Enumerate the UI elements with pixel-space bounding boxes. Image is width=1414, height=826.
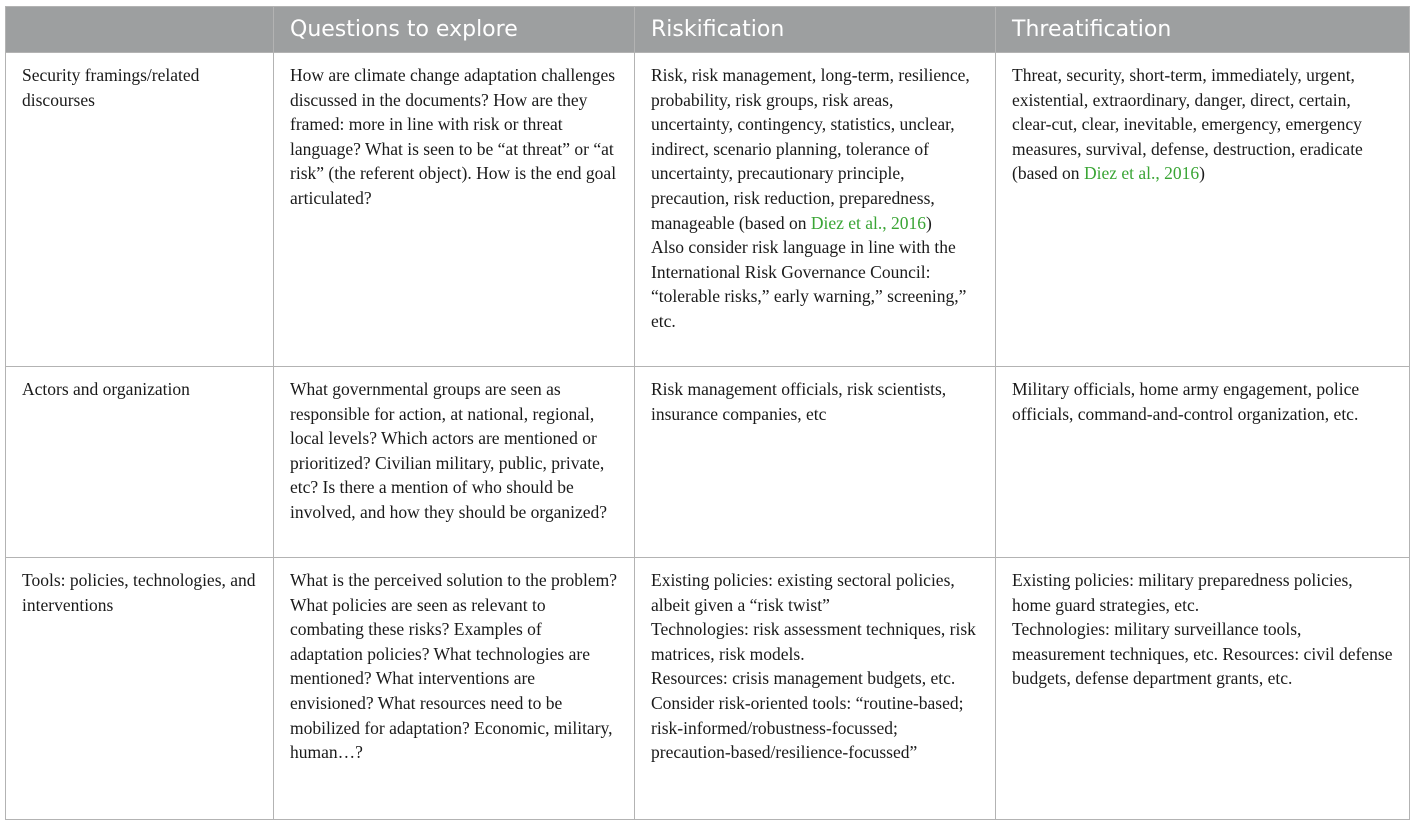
cell-text: ) (926, 212, 932, 233)
threatification-cell (996, 558, 1410, 820)
questions-cell: What is the perceived solution to the problem? What policies are seen as relevant to combating these risks? Examples of adaptation policies? What technologies are mentioned? What interventions are envisioned? What resources need to be mobilized for adaptation? Economic, military, human…? (274, 558, 635, 820)
cell-line: Consider risk-oriented tools: “routine-based; risk-informed/robustness-focussed; (651, 692, 964, 738)
cell-line: Technologies: military surveillance tools, measurement techniques, etc. Resources: civil defense budgets, defense department grants, etc. (1012, 619, 1393, 689)
header-threatification: Threatification (996, 7, 1410, 53)
citation-link[interactable]: Diez et al., 2016 (1083, 163, 1200, 184)
table-row (6, 53, 1410, 367)
cell-line: precaution-based/resilience-focussed” (651, 742, 918, 763)
questions-cell: What governmental groups are seen as responsible for action, at national, regional, local levels? Which actors are mentioned or prioritized? Civilian military, public, private, etc? Is there a mention of who should be involved, and how they should be organized? (274, 367, 635, 558)
header-questions: Questions to explore (274, 7, 635, 53)
row-label: Actors and organization (6, 367, 274, 558)
threatification-cell: Military officials, home army engagement, police officials, command-and-control organization, etc. (996, 367, 1410, 558)
cell-line: Existing policies: existing sectoral policies, albeit given a “risk twist” (651, 570, 955, 615)
row-label: Tools: policies, technologies, and interventions (6, 558, 274, 820)
cell-line: Resources: crisis management budgets, etc. (651, 668, 956, 689)
row-label: Security framings/related discourses (6, 53, 274, 367)
table-row (6, 367, 1410, 558)
riskification-cell (635, 53, 996, 367)
cell-text: Risk, risk management, long-term, resilience, probability, risk groups, risk areas, uncertainty, contingency, statistics, unclear, indirect, scenario planning, tolerance of uncertainty, precautionary principle, precaution, risk reduction, preparedness, manageable (based on (651, 65, 970, 233)
header-riskification: Riskification (635, 7, 996, 53)
cell-text: ) (1199, 163, 1205, 184)
framework-table (5, 6, 1410, 820)
table-row (6, 558, 1410, 820)
cell-text: Threat, security, short-term, immediately, urgent, existential, extraordinary, danger, direct, certain, clear-cut, clear, inevitable, emergency, emergency measures, survival, defense, destruction, eradicate (based on (1012, 65, 1363, 184)
cell-text: Also consider risk language in line with the International Risk Governance Council: “tolerable risks,” early warning,” screening,” etc. (651, 237, 967, 331)
riskification-cell (635, 558, 996, 820)
header-row (6, 7, 1410, 53)
threatification-cell (996, 53, 1410, 367)
citation-link[interactable]: Diez et al., 2016 (810, 212, 927, 233)
header-empty (6, 7, 274, 53)
cell-line: Technologies: risk assessment techniques, risk matrices, risk models. (651, 619, 976, 664)
riskification-cell: Risk management officials, risk scientists, insurance companies, etc (635, 367, 996, 558)
questions-cell: How are climate change adaptation challenges discussed in the documents? How are they framed: more in line with risk or threat language? What is seen to be “at threat” or “at risk” (the referent object). How is the end goal articulated? (274, 53, 635, 367)
cell-line: Existing policies: military preparedness policies, home guard strategies, etc. (1012, 570, 1353, 615)
